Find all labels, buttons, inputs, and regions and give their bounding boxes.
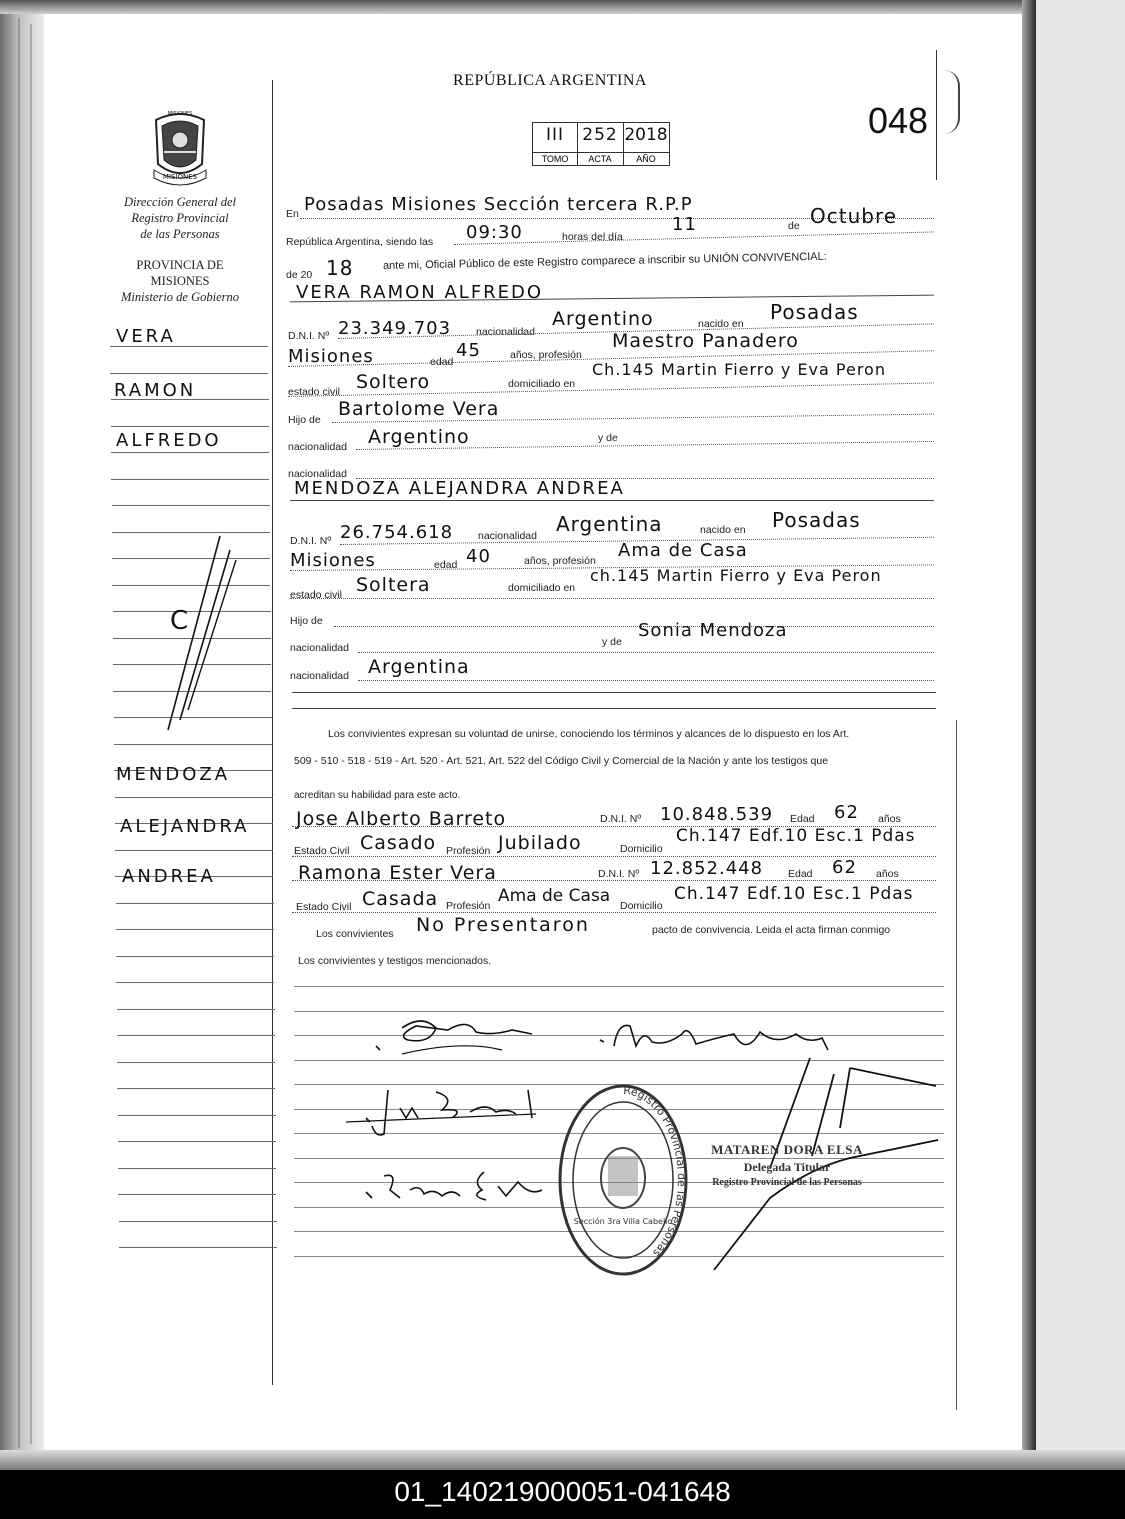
margin-rule-line: [117, 1062, 275, 1063]
p1-label-nacionalidad: nacionalidad: [476, 326, 535, 338]
t1-estado: Casado: [360, 832, 437, 854]
p2-label-domicilio: domiciliado en: [508, 582, 576, 594]
p1-estado: Soltero: [356, 371, 431, 393]
p1-label-yde: y de: [598, 432, 618, 444]
p2-profesion: Ama de Casa: [618, 540, 748, 561]
department-line-2: Registro Provincial: [131, 211, 229, 225]
margin-rule-line: [118, 1194, 276, 1195]
page-right-binding: [1022, 0, 1036, 1470]
pacto-value: No Presentaron: [416, 914, 590, 936]
official-stamp: [692, 1142, 882, 1188]
p1-padre: Bartolome Vera: [338, 398, 500, 420]
seal-top-text: MISIONES: [167, 111, 193, 117]
footer-bar: [0, 1470, 1125, 1519]
label-ante-mi: ante mi, Oficial Público de este Registro comparece a inscribir su UNIÓN CONVIVENCIAL:: [382, 250, 827, 272]
p1-label-nac-madre: nacionalidad: [288, 468, 347, 480]
p2-nacido-1: Posadas: [772, 508, 861, 532]
margin-rule-line: [119, 1221, 277, 1222]
p2-madre: Sonia Mendoza: [638, 620, 788, 641]
label-de-mes: de: [788, 220, 800, 232]
label-mencionados: Los convivientes y testigos mencionados.: [298, 955, 492, 967]
margin-rule-line: [116, 982, 274, 983]
page-shadow-left: [0, 0, 44, 1470]
margin-rule-line: [110, 373, 268, 374]
t2-label-dni: D.N.I. Nº: [598, 868, 640, 880]
registry-stamp: [556, 1082, 690, 1278]
t1-label-profesion: Profesión: [446, 845, 491, 857]
margin-name2-line1: MENDOZA: [116, 764, 231, 785]
t1-label-anos: años: [878, 813, 901, 825]
anio-cell: [623, 123, 669, 165]
mes-value: Octubre: [810, 204, 898, 228]
t2-estado-line: [292, 912, 936, 913]
label-convivientes: Los convivientes: [316, 928, 394, 940]
p1-label-domicilio: domiciliado en: [508, 378, 576, 390]
t1-nombre: Jose Alberto Barreto: [296, 808, 507, 830]
t2-label-profesion: Profesión: [446, 900, 491, 912]
signature-rule-line: [294, 986, 944, 987]
p2-label-edad: edad: [434, 559, 458, 571]
p1-label-nacido: nacido en: [698, 318, 744, 330]
document-id: 01_140219000051-041648: [394, 1476, 731, 1507]
p1-domicilio: Ch.145 Martin Fierro y Eva Peron: [592, 360, 886, 379]
p2-nombre-line: [290, 500, 934, 501]
page-bottom-edge: [0, 1450, 1125, 1470]
p1-nombre: VERA RAMON ALFREDO: [296, 282, 544, 303]
p1-label-hijo: Hijo de: [288, 414, 321, 426]
label-horas-dia: horas del día: [562, 231, 623, 243]
signature-4: [362, 1162, 562, 1217]
right-margin-line: [936, 50, 937, 180]
margin-name2-line3: ANDREA: [122, 866, 216, 887]
p1-edad: 45: [456, 340, 481, 361]
official-role: Delegada Titular: [743, 1160, 831, 1174]
p2-edad: 40: [466, 546, 491, 567]
margin-strike-lines: [160, 530, 240, 740]
p1-profesion: Maestro Panadero: [612, 330, 799, 352]
t2-domicilio: Ch.147 Edf.10 Esc.1 Pdas: [674, 884, 914, 904]
margin-rule-line: [114, 744, 272, 745]
column-divider: [272, 80, 273, 1385]
tomo-value: III: [545, 125, 565, 145]
signature-4-stroke: [362, 1162, 562, 1212]
margin-rule-line: [116, 956, 274, 957]
p2-nac-madre: Argentina: [368, 656, 470, 678]
t2-dni-line: [292, 880, 936, 881]
margin-rule-line: [116, 929, 274, 930]
p2-dni: 26.754.618: [340, 522, 454, 543]
p2-nac-padre-line: [358, 652, 934, 653]
t1-profesion: Jubilado: [498, 832, 582, 854]
dia-value: 11: [672, 214, 697, 235]
province-line-1: PROVINCIA DE: [136, 258, 224, 272]
t2-edad: 62: [832, 857, 857, 878]
margin-rule-line: [115, 797, 273, 798]
ministry-line: Ministerio de Gobierno: [120, 290, 240, 304]
t2-estado: Casada: [362, 888, 439, 910]
acta-cell: [577, 123, 624, 165]
p1-nacido-1: Posadas: [770, 300, 859, 324]
margin-rule-line: [116, 903, 274, 904]
page-top-edge: [0, 0, 1025, 14]
margin-rule-line: [118, 1141, 276, 1142]
declaration-line-2: 509 - 510 - 518 - 519 - Art. 520 - Art. 521. Art. 522 del Código Civil y Comercial de la Nación y ante los testigos que: [294, 755, 829, 767]
closing-line-1: [292, 692, 936, 693]
margin-c-mark: C: [170, 606, 190, 636]
p2-nacionalidad: Argentina: [556, 512, 663, 536]
page-stack-edge: [30, 24, 32, 1444]
margin-rule-line: [111, 452, 269, 453]
t1-dni: 10.848.539: [660, 804, 774, 825]
anio-value: 2018: [624, 125, 668, 145]
p2-nombre: MENDOZA ALEJANDRA ANDREA: [294, 478, 625, 499]
margin-rule-line: [117, 1009, 275, 1010]
department-line-3: de las Personas: [140, 227, 220, 241]
department-name: [100, 194, 260, 242]
p2-label-dni: D.N.I. Nº: [290, 535, 332, 547]
signature-3: [346, 1078, 546, 1143]
anio-short-value: 18: [326, 256, 354, 280]
signature-1-stroke: [372, 1010, 552, 1060]
t2-label-edad: Edad: [788, 868, 813, 880]
margin-rule-line: [112, 505, 270, 506]
department-line-1: Dirección General del: [124, 195, 236, 209]
p1-label-dni: D.N.I. Nº: [288, 330, 330, 342]
page-number: 048: [868, 100, 929, 141]
label-en: En: [286, 208, 299, 220]
signature-1: [372, 1010, 552, 1065]
p1-dni: 23.349.703: [338, 318, 452, 339]
p2-label-estado: estado civil: [290, 589, 342, 601]
t1-label-domicilio: Domicilio: [620, 843, 663, 855]
t1-label-edad: Edad: [790, 813, 815, 825]
p2-label-nacionalidad: nacionalidad: [478, 530, 537, 542]
declaration-line-3: acreditan su habilidad para este acto.: [294, 790, 461, 801]
acta-label: ACTA: [577, 152, 623, 164]
t1-edad: 62: [834, 802, 859, 823]
p1-label-estado: estado civil: [288, 386, 340, 398]
p2-label-profesion: años, profesión: [524, 555, 596, 567]
margin-rule-line: [118, 1115, 276, 1116]
tomo-label: TOMO: [533, 152, 577, 164]
t2-dni: 12.852.448: [650, 858, 764, 879]
margin-name1-line2: RAMON: [114, 380, 197, 401]
hora-value: 09:30: [466, 222, 523, 243]
seal-banner-text: MISIONES: [162, 173, 198, 181]
p2-label-nacido: nacido en: [700, 524, 746, 536]
signature-3-stroke: [346, 1078, 546, 1138]
p1-nacionalidad: Argentino: [552, 308, 654, 330]
anio-label: AÑO: [623, 152, 669, 164]
p2-domicilio: ch.145 Martin Fierro y Eva Peron: [590, 566, 882, 585]
margin-rule-line: [119, 1247, 277, 1248]
t1-label-estado: Estado Civil: [294, 845, 350, 857]
province-name: [100, 257, 260, 305]
country-heading: REPÚBLICA ARGENTINA: [453, 72, 647, 89]
margin-rule-line: [111, 426, 269, 427]
province-line-2: MISIONES: [150, 274, 210, 288]
t2-label-anos: años: [876, 868, 899, 880]
margin-rule-line: [117, 1088, 275, 1089]
margin-name1-line1: VERA: [116, 326, 176, 347]
p2-hijo-line: [334, 626, 934, 627]
acta-value: 252: [582, 125, 618, 145]
p1-nac-padre: Argentino: [368, 426, 470, 448]
page-stack-edge: [18, 18, 20, 1448]
p2-label-yde: y de: [602, 636, 622, 648]
label-pacto: pacto de convivencia. Leida el acta firman conmigo: [652, 924, 891, 936]
t1-label-dni: D.N.I. Nº: [600, 813, 642, 825]
margin-rule-line: [115, 850, 273, 851]
margin-name1-line3: ALFREDO: [116, 430, 222, 451]
registry-box: [532, 122, 670, 166]
p2-estado: Soltera: [356, 574, 431, 596]
scan-background: [1036, 0, 1125, 1470]
p1-label-edad: edad: [430, 356, 454, 368]
margin-rule-line: [117, 1035, 275, 1036]
page-number-mark: [944, 70, 960, 134]
stamp-ring-text: Registro Provincial de las Personas: [622, 1083, 688, 1260]
p1-label-nac-padre: nacionalidad: [288, 441, 347, 453]
t2-profesion: Ama de Casa: [498, 886, 611, 906]
p2-label-nac-madre: nacionalidad: [290, 670, 349, 682]
closing-line-2: [292, 708, 936, 709]
p2-estado-line: [290, 598, 934, 599]
place-value: Posadas Misiones Sección tercera R.P.P: [304, 194, 693, 215]
right-margin-line: [956, 720, 957, 1410]
p2-nacido-2: Misiones: [290, 550, 376, 571]
t2-nombre: Ramona Ester Vera: [298, 862, 497, 884]
declaration-line-1: Los convivientes expresan su voluntad de unirse, conociendo los términos y alcances de lo dispuesto en los Art.: [328, 728, 850, 740]
p2-label-hijo: Hijo de: [290, 615, 323, 627]
province-coat-of-arms: [146, 106, 214, 186]
t2-label-domicilio: Domicilio: [620, 900, 663, 912]
p2-label-nac-padre: nacionalidad: [290, 642, 349, 654]
margin-rule-line: [111, 479, 269, 480]
margin-rule-line: [118, 1168, 276, 1169]
t1-domicilio: Ch.147 Edf.10 Esc.1 Pdas: [676, 826, 916, 846]
official-name: MATAREN DORA ELSA: [711, 1142, 863, 1157]
p2-nac-madre-line: [358, 680, 934, 681]
stamp-inner-text: Sección 3ra Villa Cabello: [573, 1217, 673, 1226]
label-de-20: de 20: [286, 269, 313, 281]
t2-label-estado: Estado Civil: [296, 901, 352, 913]
margin-name2-line2: ALEJANDRA: [120, 816, 250, 837]
p1-label-profesion: años, profesión: [510, 349, 582, 361]
tomo-cell: [533, 123, 578, 165]
label-republica: República Argentina, siendo las: [286, 236, 434, 248]
p1-nacido-2: Misiones: [288, 346, 374, 367]
official-office: Registro Provincial de las Personas: [712, 1177, 862, 1188]
